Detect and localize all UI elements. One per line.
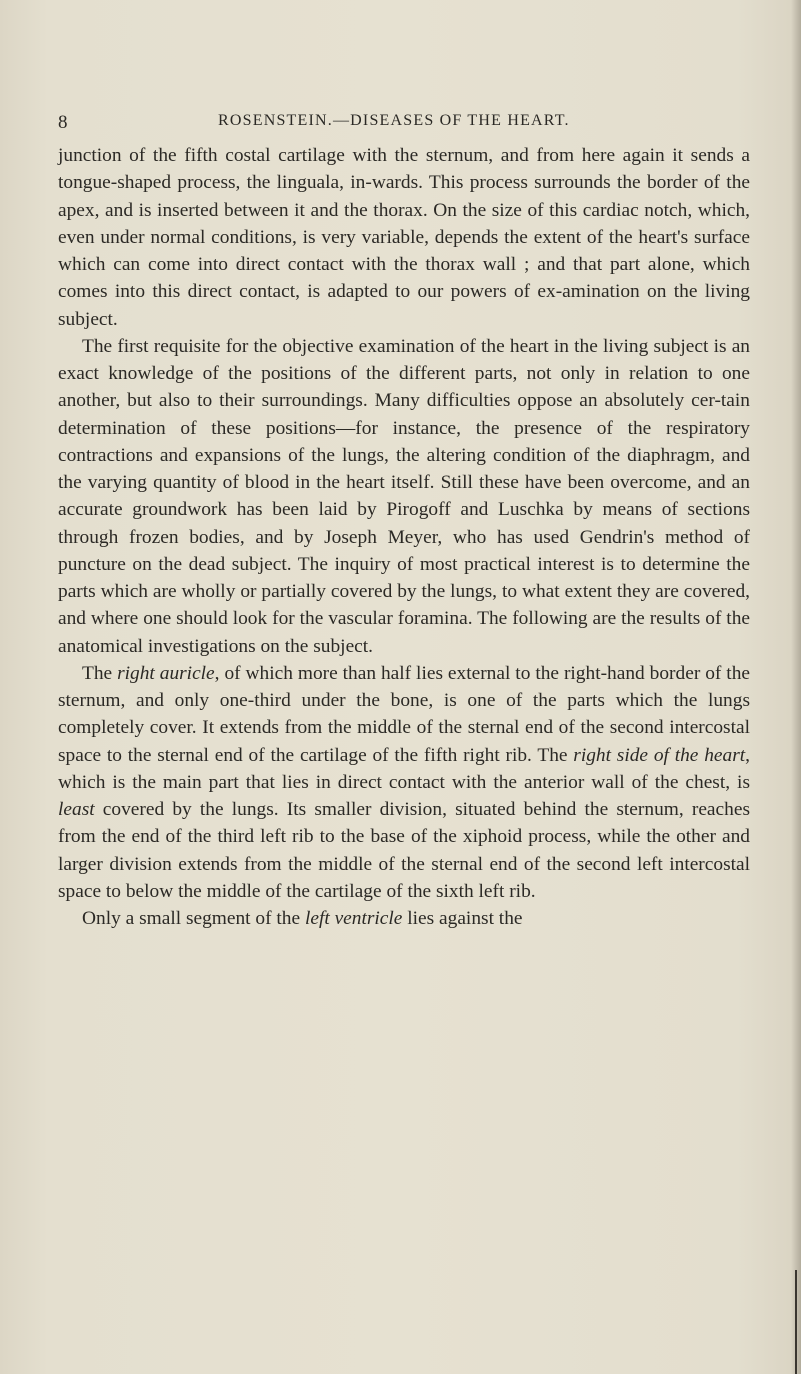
running-head: ROSENSTEIN.—DISEASES OF THE HEART. <box>218 112 570 129</box>
italic-least: least <box>58 799 95 820</box>
body-text <box>58 142 750 932</box>
italic-left-ventricle: left ventricle <box>304 908 403 929</box>
page-edge-line <box>795 1270 797 1374</box>
paragraph-3 <box>58 660 750 905</box>
paragraph-3-text-d: covered by the lungs. Its smaller division, situated behind the sternum, reaches from the end of the third left rib to the base of the xiphoid process, while the other and larger division extends from the middle of the sternal end of the second left intercostal space to below the middle of the cartilage of the sixth left rib. <box>58 799 750 902</box>
paragraph-3-text-a: The <box>82 662 118 684</box>
paragraph-1: junction of the fifth costal cartilage with the sternum, and from here again it sends a tongue-shaped process, the linguala, in-wards. This process surrounds the border of the apex, and is inserted between it and the thorax. On the size of this cardiac notch, which, even under normal conditions, is very variable, depends the extent of the heart's surface which can come into direct contact with the thorax wall ; and that part alone, which comes into this direct contact, is adapted to our powers of ex-amination on the living subject. <box>58 145 750 330</box>
paragraph-4 <box>58 905 750 932</box>
italic-right-auricle: right auricle <box>117 662 215 684</box>
paragraph-3-text-c: , which is the main part that lies in direct contact with the anterior wall of the chest, is <box>58 744 750 793</box>
page-edge-shadow <box>791 0 801 1374</box>
paragraph-2: The first requisite for the objective examination of the heart in the living subject is an exact knowledge of the positions of the different parts, not only in relation to one another, but also to their surroundings. Many difficulties oppose an absolutely cer-tain determination of these positions—for instance, the presence of the respiratory contractions and expansions of the lungs, the altering condition of the diaphragm, and the varying quantity of blood in the heart itself. Still these have been overcome, and an accurate groundwork has been laid by Pirogoff and Luschka by means of sections through frozen bodies, and by Joseph Meyer, who has used Gendrin's method of puncture on the dead subject. The inquiry of most practical interest is to determine the parts which are wholly or partially covered by the lungs, to what extent they are covered, and where one should look for the vascular foramina. The following are the results of the anatomical investigations on the subject. <box>58 335 750 657</box>
italic-right-side-of-heart: right side of the heart <box>573 744 746 766</box>
paragraph-3-text-b: , of which more than half lies external to the right-hand border of the sternum, and only one-third under the bone, is one of the parts which the lungs completely cover. It extends from the middle of the sternal end of the second intercostal space to the sternal end of the cartilage of the fifth right rib. The <box>58 662 750 766</box>
page-number: 8 <box>58 112 68 133</box>
paragraph-4-text-a: Only a small segment of the <box>82 908 305 929</box>
page-header <box>58 112 748 136</box>
paragraph-4-text-b: lies against the <box>402 908 523 929</box>
